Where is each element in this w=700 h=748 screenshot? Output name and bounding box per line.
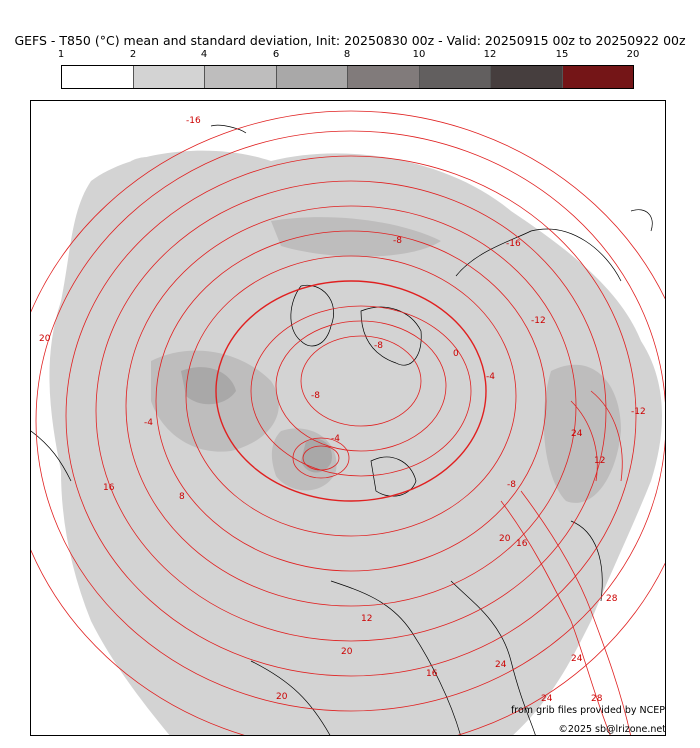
coastline	[631, 210, 652, 231]
std-dev-shading	[49, 151, 662, 736]
colorbar-swatch	[491, 66, 563, 88]
contour-label: 28	[606, 594, 618, 604]
contour-label: 12	[594, 456, 606, 466]
contour-label: 16	[103, 483, 115, 493]
contour-label: 20	[39, 334, 51, 344]
contour-label: -4	[144, 418, 153, 428]
chart-title: GEFS - T850 (°C) mean and standard deviation, Init: 20250830 00z - Valid: 20250915 00z to 20250922 00z	[14, 33, 686, 48]
colorbar-tick: 20	[626, 49, 640, 60]
contour-label: 16	[426, 669, 438, 679]
colorbar-tick: 1	[57, 49, 65, 60]
contour-label: 20	[276, 692, 288, 702]
map-panel	[30, 100, 666, 736]
contour-label: 20	[341, 647, 353, 657]
colorbar-swatch	[277, 66, 349, 88]
stddev-area-light	[128, 157, 163, 185]
contour-label: 24	[495, 660, 507, 670]
colorbar-swatch	[348, 66, 420, 88]
contour-label: 28	[591, 694, 603, 704]
contour-label: -8	[507, 480, 516, 490]
contour-label: 16	[516, 539, 528, 549]
colorbar	[61, 65, 634, 89]
data-source-credit: from grib files provided by NCEP	[510, 705, 665, 716]
contour-label: 8	[179, 492, 185, 502]
colorbar-tick: 4	[200, 49, 208, 60]
colorbar-tick: 12	[483, 49, 497, 60]
colorbar-swatch	[563, 66, 634, 88]
contour-label: 24	[571, 654, 583, 664]
contour-label: -8	[374, 341, 383, 351]
contour-label: 12	[361, 614, 373, 624]
colorbar-swatch	[134, 66, 206, 88]
colorbar-tick: 8	[343, 49, 351, 60]
colorbar-swatch	[62, 66, 134, 88]
contour-label: -4	[331, 434, 340, 444]
colorbar-tick: 2	[129, 49, 137, 60]
contour-label: 24	[541, 694, 553, 704]
colorbar-swatch	[420, 66, 492, 88]
contour-label: 24	[571, 429, 583, 439]
colorbar-swatch	[205, 66, 277, 88]
contour-label: -12	[531, 316, 546, 326]
contour-label: -8	[393, 236, 402, 246]
contour-label: 0	[453, 349, 459, 359]
contour-label: -16	[506, 239, 521, 249]
contour-label: 20	[499, 534, 511, 544]
contour-label: -12	[631, 407, 646, 417]
colorbar-tick: 15	[555, 49, 569, 60]
polar-map	[31, 101, 666, 736]
contour-label: -4	[486, 372, 495, 382]
colorbar-tick: 10	[412, 49, 426, 60]
copyright-credit: ©2025 sb@lrizone.net	[558, 724, 666, 735]
colorbar-tick: 6	[272, 49, 280, 60]
contour-label: -16	[186, 116, 201, 126]
colorbar-ticks	[0, 49, 700, 63]
contour-label: -8	[311, 391, 320, 401]
